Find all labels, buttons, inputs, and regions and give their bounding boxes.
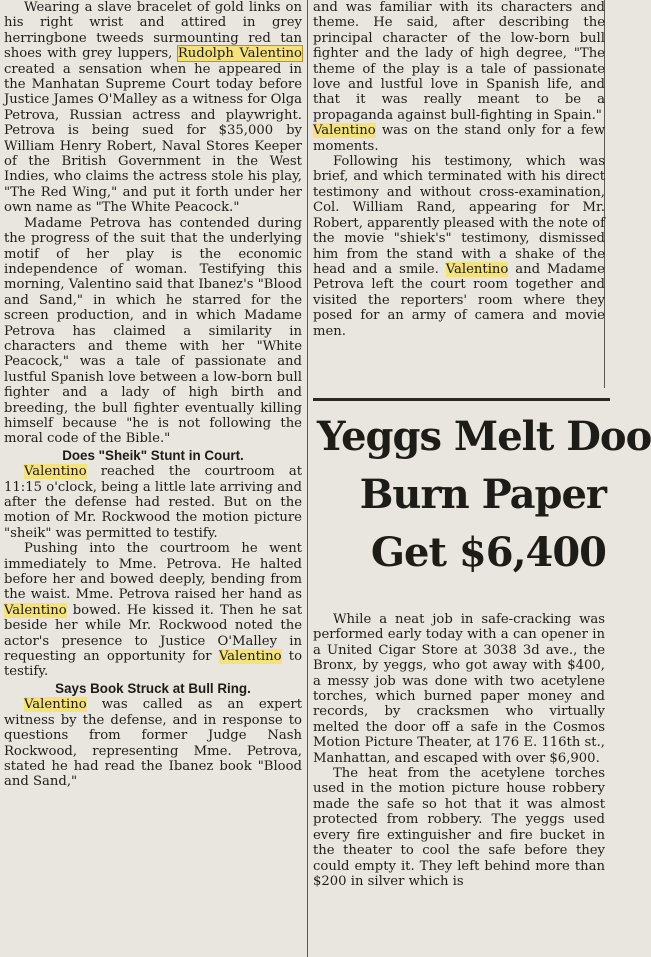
- yeggs-story: [313, 612, 605, 889]
- column-rule: [307, 0, 308, 957]
- paragraph-continued: and was familiar with its characters and theme. He said, after describing the principal character of the low-born bull fighter and the lady of high degree, "The theme of the play is a tale of passionate love and lustful love in Spanish life, and that it was really meant to be a propaganda against bull-fighting in Spain.": [313, 0, 605, 123]
- right-column-top: [313, 0, 605, 339]
- paragraph-5: Valentino was called as an expert witness by the defense, and in response to questions from former Judge Nash Rockwood, representing Mme. Petrova, stated he had read the Ibanez book "Blood and Sand,": [4, 697, 302, 790]
- highlight-valentino: Valentino: [313, 123, 376, 139]
- highlight-valentino: Valentino: [4, 602, 67, 618]
- paragraph-1: Wearing a slave bracelet of gold links on his right wrist and attired in grey herringbone tweeds surmounting red tan shoes with grey luppers, Rudolph Valentino created a sensation when he appeared in the Manhatan Supreme Court today before Justice James O'Malley as a witness for Olga Petrova, Russian actress and playwright. Petrova is being sued for $35,000 by William Henry Robert, Naval Stores Keeper of the British Government in the West Indies, who claims the actress stole his play, "The Red Wing," and put it forth under her own name as "The White Peacock.": [4, 0, 302, 216]
- paragraph-stand: Valentino was on the stand only for a few moments.: [313, 123, 605, 154]
- left-column: [4, 0, 302, 790]
- paragraph-3: Valentino reached the courtroom at 11:15 o'clock, being a little late arriving and after the defense had rested. But on the motion of Mr. Rockwood the motion picture "sheik" was permitted to testify.: [4, 464, 302, 541]
- highlight-valentino: Rudolph Valentino: [177, 46, 302, 62]
- headline-line-2: Burn Paper: [359, 471, 606, 518]
- paragraph-testimony: Following his testimony, which was brief, and which terminated with his direct testimony and without cross-examination, Col. William Rand, appearing for Mr. Robert, apparently pleased with the note of the movie "shiek's" testimony, dismissed him from the stand with a shake of the head and a smile. Valentino and Madame Petrova left the court room together and visited the reporters' room where they posed for an army of camera and movie men.: [313, 154, 605, 339]
- yeggs-paragraph-2: The heat from the acetylene torches used in the motion picture house robbery made the safe so hot that it was almost protected from robbery. The yeggs used every fire extinguisher and fire bucket in the theater to cool the safe before they could empty it. They left behind more than $200 in silver which is: [313, 766, 605, 889]
- yeggs-paragraph-1: While a neat job in safe-cracking was performed early today with a can opener in a United Cigar Store at 3038 3d ave., the Bronx, by yeggs, who got away with $400, a messy job was done with two acetylene torches, which burned paper money and records, by cracksmen who virtually melted the door off a safe in the Cosmos Motion Picture Theater, at 176 E. 116th st., Manhattan, and escaped with over $6,900.: [313, 612, 605, 766]
- highlight-valentino: Valentino: [218, 649, 282, 665]
- subhead-sheik-stunt: Does "Sheik" Stunt in Court.: [62, 447, 244, 463]
- headline: [313, 408, 651, 582]
- story-divider: [313, 398, 610, 401]
- subhead-bull-ring: Says Book Struck at Bull Ring.: [55, 680, 251, 696]
- highlight-valentino: Valentino: [24, 697, 87, 713]
- paragraph-4: Pushing into the courtroom he went immediately to Mme. Petrova. He halted before her and bowed deeply, bending from the waist. Mme. Petrova raised her hand as Valentino bowed. He kissed it. Then he sat beside her while Mr. Rockwood noted the actor's presence to Justice O'Malley in requesting an opportunity for Valentino to testify.: [4, 541, 303, 680]
- headline-line-3: Get $6,400: [370, 529, 606, 576]
- highlight-valentino: Valentino: [24, 464, 87, 480]
- paragraph-2: Madame Petrova has contended during the progress of the suit that the underlying motif of her play is the economic independence of woman. Testifying this morning, Valentino said that Ibanez's "Blood and Sand," in which he starred for the screen production, and in which Madame Petrova has claimed a similarity in characters and theme with her "White Peacock," was a tale of passionate and lustful Spanish love between a low-born bull fighter and a lady of high birth and breeding, the bull fighter eventually killing himself because "he is not following the moral code of the Bible.": [4, 215, 302, 447]
- headline-line-1: Yeggs Melt Doo: [317, 413, 651, 460]
- highlight-valentino: Valentino: [445, 261, 509, 277]
